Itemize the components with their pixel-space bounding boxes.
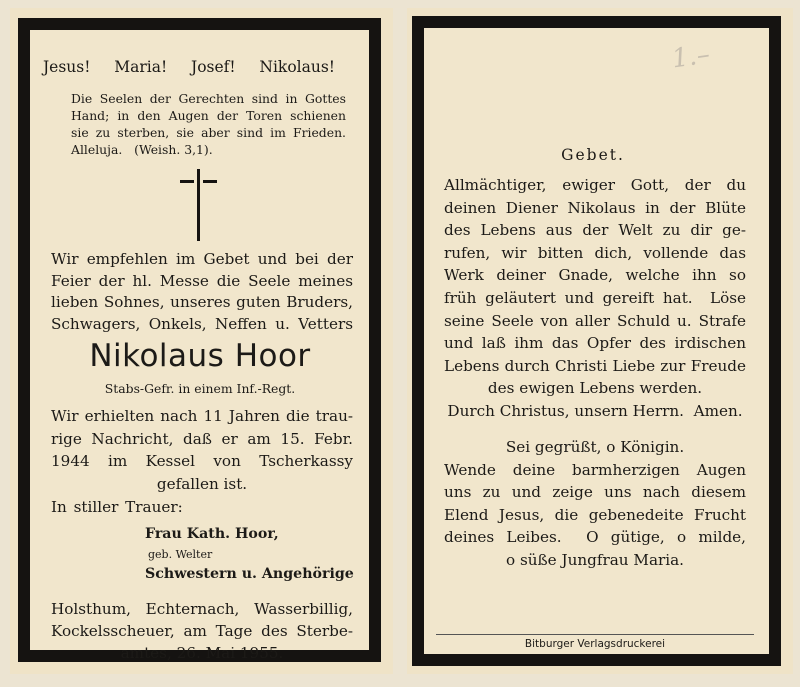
prayer-line: seine Seele von aller Schuld u. Strafe <box>444 311 746 330</box>
printer-name: Bitburger Verlagsdruckerei <box>524 638 666 650</box>
place-line: amtes, 26. Mai 1955. <box>120 644 284 662</box>
notice-line: rige Nachricht, daß er am 15. Febr. <box>51 429 353 448</box>
psalm-line: Die Seelen der Gerechten sind in Gottes <box>71 91 346 106</box>
place-line: Holsthum, Echternach, Wasserbillig, <box>51 600 353 618</box>
prayer-title: Gebet. <box>561 146 625 164</box>
salve-line: Sei gegrüßt, o Königin. <box>505 438 685 456</box>
deceased-rank: Stabs-Gefr. in einem Inf.-Regt. <box>104 381 296 396</box>
notice-line: gefallen ist. <box>156 474 248 493</box>
salve-line: Elend Jesus, die gebenedeite Frucht <box>444 505 746 524</box>
salve-line: o süße Jungfrau Maria. <box>505 550 685 569</box>
intro-line: lieben Sohnes, unseres guten Bruders, <box>51 293 353 312</box>
place-and-date <box>51 598 353 664</box>
intro-line: Wir empfehlen im Gebet und bei der <box>51 250 353 268</box>
mourning-label: In stiller Trauer: <box>51 498 183 516</box>
prayer-line: rufen, wir bitten dich, vollende das <box>444 243 746 262</box>
deceased-name: Nikolaus Hoor <box>89 338 311 374</box>
prayer-line: Allmächtiger, ewiger Gott, der du <box>444 176 746 194</box>
prayer-line: Lebens durch Christi Liebe zur Freude <box>444 356 746 375</box>
salve-line: uns zu und zeige uns nach diesem <box>444 483 746 502</box>
intro-text <box>51 249 353 336</box>
psalm-line: Hand; in den Augen der Toren schienen <box>71 108 346 123</box>
cross-icon <box>178 169 218 241</box>
notice-line: 1944 im Kessel von Tscherkassy <box>51 452 353 470</box>
salve-regina-text <box>444 436 746 572</box>
siblings: Schwestern u. Angehörige <box>145 566 354 582</box>
prayer-line: Durch Christus, unsern Herrn. Amen. <box>447 401 743 420</box>
prayer-line: des Lebens aus der Welt zu dir ge- <box>444 221 746 240</box>
mother-maiden-name: geb. Welter <box>148 548 213 561</box>
psalm-line: Alleluja. (Weish. 3,1). <box>71 142 213 157</box>
death-notice <box>51 405 353 495</box>
prayer-line: des ewigen Lebens werden. <box>487 379 703 398</box>
prayer-line: früh geläutert und gereift hat. Löse <box>444 288 746 307</box>
prayer-text <box>444 174 746 423</box>
psalm-verse <box>71 90 346 158</box>
prayer-line: deinen Diener Nikolaus in der Blüte <box>444 198 746 217</box>
invocation: Jesus! Maria! Josef! Nikolaus! <box>42 58 336 76</box>
printer-divider <box>436 634 754 635</box>
intro-line: Schwagers, Onkels, Neffen u. Vetters <box>51 315 353 334</box>
notice-line: Wir erhielten nach 11 Jahren die trau- <box>51 407 353 425</box>
salve-line: deines Leibes. O gütige, o milde, <box>444 528 746 547</box>
intro-line: Feier der hl. Messe die Seele meines <box>51 271 353 290</box>
place-line: Kockelsscheuer, am Tage des Sterbe- <box>51 622 353 640</box>
salve-line: Wende deine barmherzigen Augen <box>444 460 746 479</box>
psalm-line: sie zu sterben, sie aber sind im Frieden. <box>71 125 346 140</box>
mother-name: Frau Kath. Hoor, <box>145 526 279 542</box>
prayer-line: Werk deiner Gnade, welche ihn so <box>444 266 746 285</box>
pencil-mark: 1.– <box>670 39 712 75</box>
prayer-line: und laß ihm das Opfer des irdischen <box>444 334 746 353</box>
